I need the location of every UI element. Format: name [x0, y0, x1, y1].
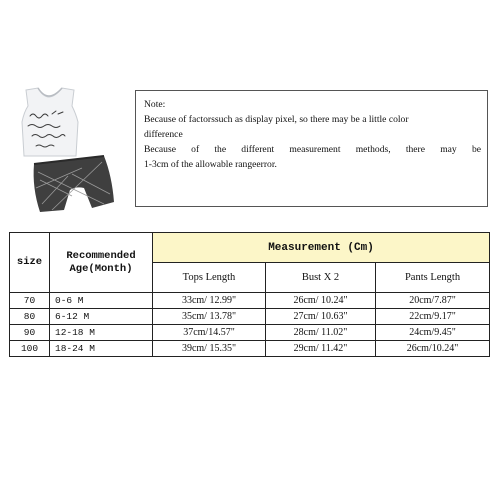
pants-cell: 24cm/9.45" [376, 325, 490, 341]
table-row [10, 309, 490, 325]
tops-length-header: Tops Length [153, 263, 266, 293]
tops-cell: 35cm/ 13.78" [153, 309, 266, 325]
size-cell: 80 [10, 309, 50, 325]
age-header-line-2: Age(Month) [69, 262, 133, 275]
note-line-2: difference [144, 129, 183, 140]
measurement-header: Measurement (Cm) [153, 233, 490, 263]
bust-cell: 28cm/ 11.02" [266, 325, 376, 341]
note-box [135, 90, 488, 207]
size-cell: 90 [10, 325, 50, 341]
age-cell: 18-24 M [50, 341, 153, 357]
table-row [10, 341, 490, 357]
age-cell: 12-18 M [50, 325, 153, 341]
note-line-1: Because of factorssuch as display pixel, so there may be a little color [144, 114, 409, 125]
age-header-line-1: Recommended [66, 249, 136, 262]
pants-length-header: Pants Length [376, 263, 490, 293]
tops-cell: 37cm/14.57" [153, 325, 266, 341]
age-cell: 0-6 M [50, 293, 153, 309]
product-image [12, 84, 127, 214]
pants-cell: 20cm/7.87" [376, 293, 490, 309]
pants-cell: 22cm/9.17" [376, 309, 490, 325]
bust-cell: 27cm/ 10.63" [266, 309, 376, 325]
note-line-3: Because of the different measurement methods, there may be [144, 144, 481, 155]
tops-cell: 33cm/ 12.99" [153, 293, 266, 309]
table-row [10, 293, 490, 309]
pants-cell: 26cm/10.24" [376, 341, 490, 357]
note-line-4: 1-3cm of the allowable rangeerror. [144, 159, 277, 170]
age-cell: 6-12 M [50, 309, 153, 325]
table-row [10, 325, 490, 341]
tops-cell: 39cm/ 15.35" [153, 341, 266, 357]
bust-cell: 29cm/ 11.42" [266, 341, 376, 357]
size-cell: 100 [10, 341, 50, 357]
size-chart-table [9, 232, 490, 357]
bust-header: Bust X 2 [266, 263, 376, 293]
bust-cell: 26cm/ 10.24" [266, 293, 376, 309]
size-column-header: size [10, 233, 50, 293]
table-header-row [10, 233, 490, 263]
age-column-header [50, 233, 153, 293]
size-cell: 70 [10, 293, 50, 309]
note-title: Note: [144, 99, 166, 110]
